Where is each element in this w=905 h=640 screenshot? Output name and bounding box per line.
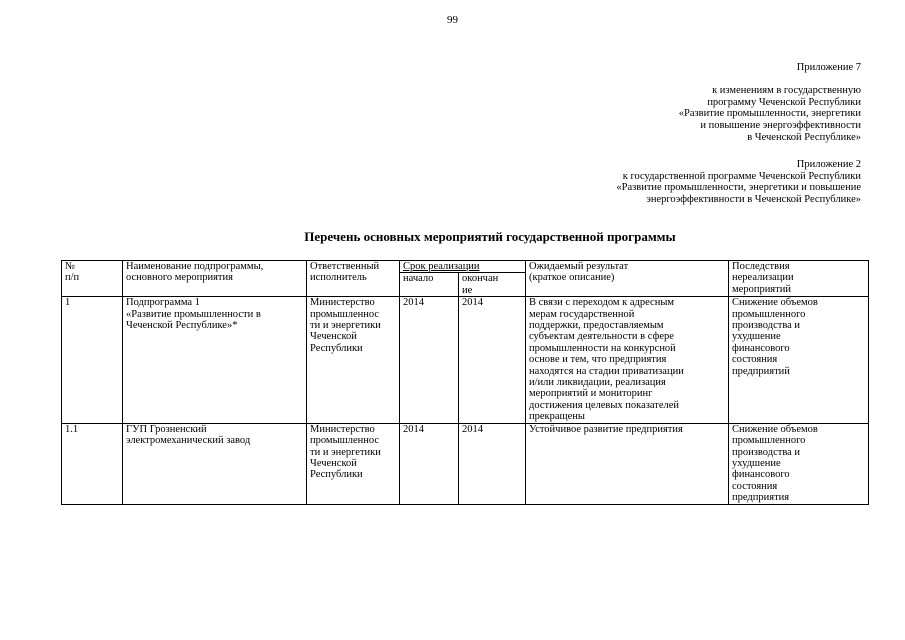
text-line: Чеченской Республике»* — [126, 320, 238, 332]
text-line: энергоэффективности в Чеченской Республике» — [646, 193, 861, 205]
cell-start: 2014 — [400, 297, 459, 423]
text-line: промышленного — [732, 435, 806, 447]
text-line: финансового — [732, 469, 790, 481]
text-line: предприятий — [732, 365, 790, 377]
cell-consequences — [729, 423, 869, 504]
text-line: мероприятий — [732, 283, 791, 295]
text-line — [679, 74, 861, 86]
text-line: основного мероприятия — [126, 272, 233, 284]
text-line: промышленности на конкурсной — [529, 342, 676, 354]
text-line: Снижение объемов — [732, 297, 818, 309]
text-line: финансового — [732, 342, 790, 354]
cell-executor — [307, 423, 400, 504]
text-line: Ожидаемый результат — [529, 261, 629, 272]
appendix-2-block — [616, 159, 861, 205]
text-line: прекращены — [529, 411, 585, 423]
header-period: Срок реализации — [400, 261, 526, 273]
text-line: к государственной программе Чеченской Республики — [622, 170, 861, 182]
text-line: окончан — [462, 273, 499, 285]
text-line: состояния — [732, 480, 778, 492]
text-line: ухудшение — [732, 331, 781, 343]
header-num — [62, 261, 123, 297]
text-line: Устойчивое развитие предприятия — [529, 423, 683, 435]
text-line: п/п — [65, 272, 80, 284]
text-line: В связи с переходом к адресным — [529, 297, 675, 309]
text-line: состояния — [732, 354, 778, 366]
text-line: Чеченской — [310, 457, 357, 469]
header-name — [123, 261, 307, 297]
text-line: Приложение 7 — [796, 62, 861, 73]
table-row — [62, 423, 869, 504]
text-line: ие — [462, 284, 473, 296]
header-consequences — [729, 261, 869, 297]
text-line: программу Чеченской Республики — [707, 96, 861, 108]
text-line: мерам государственной — [529, 308, 635, 320]
cell-result — [526, 297, 729, 423]
text-line: «Развитие промышленности в — [126, 308, 261, 320]
text-line: в Чеченской Республике» — [747, 131, 861, 143]
text-line: Последствия — [732, 261, 790, 272]
text-line: электромеханический завод — [126, 435, 251, 447]
text-line: и повышение энергоэффективности — [700, 119, 861, 131]
text-line: промышленного — [732, 308, 806, 320]
page-number: 99 — [447, 14, 458, 26]
appendix-7-block — [679, 62, 861, 143]
table-row — [62, 297, 869, 423]
text-line: производства и — [732, 320, 801, 332]
text-line: нереализации — [732, 272, 794, 284]
cell-end: 2014 — [459, 297, 526, 423]
text-line: достижения целевых показателей — [529, 399, 680, 411]
header-row — [62, 261, 869, 273]
text-line: Республики — [310, 342, 363, 354]
text-line: ухудшение — [732, 457, 781, 469]
document-title: Перечень основных мероприятий государственной программы — [304, 229, 676, 244]
text-line: к изменениям в государственную — [712, 85, 861, 97]
cell-num: 1 — [62, 297, 123, 423]
header-start: начало — [400, 273, 459, 297]
text-line: Наименование подпрограммы, — [126, 261, 264, 272]
text-line: № — [65, 261, 76, 272]
text-line: Министерство — [310, 297, 375, 309]
text-line: Чеченской — [310, 331, 357, 343]
text-line: поддержки, предоставляемым — [529, 320, 664, 332]
header-executor — [307, 261, 400, 297]
text-line: Республики — [310, 469, 363, 481]
text-line: субъектам деятельности в сфере — [529, 331, 674, 343]
text-line: Снижение объемов — [732, 423, 818, 435]
header-end — [459, 273, 526, 297]
text-line: основе и тем, что предприятия — [529, 354, 667, 366]
text-line: исполнитель — [310, 272, 367, 284]
text-line: промышленнос — [310, 435, 380, 447]
text-line: «Развитие промышленности, энергетики и повышение — [616, 182, 861, 194]
header-result — [526, 261, 729, 297]
cell-result — [526, 423, 729, 504]
text-line: производства и — [732, 446, 801, 458]
text-line: и/или ликвидации, реализация — [529, 377, 666, 389]
cell-name — [123, 297, 307, 423]
text-line: промышленнос — [310, 308, 380, 320]
text-line: ГУП Грозненский — [126, 423, 207, 435]
text-line: мероприятий и мониторинг — [529, 388, 653, 400]
text-line: Министерство — [310, 423, 375, 435]
cell-consequences — [729, 297, 869, 423]
cell-num: 1.1 — [62, 423, 123, 504]
text-line: находятся на стадии приватизации — [529, 365, 684, 377]
cell-start: 2014 — [400, 423, 459, 504]
cell-name — [123, 423, 307, 504]
text-line: Приложение 2 — [796, 159, 861, 170]
text-line: «Развитие промышленности, энергетики — [678, 108, 861, 120]
text-line: Ответственный — [310, 261, 380, 272]
text-line: Подпрограмма 1 — [126, 297, 200, 309]
cell-executor — [307, 297, 400, 423]
text-line: ти и энергетики — [310, 320, 381, 332]
text-line: ти и энергетики — [310, 446, 381, 458]
text-line: предприятия — [732, 492, 790, 504]
cell-end: 2014 — [459, 423, 526, 504]
measures-table — [61, 260, 869, 505]
text-line: (краткое описание) — [529, 272, 615, 284]
